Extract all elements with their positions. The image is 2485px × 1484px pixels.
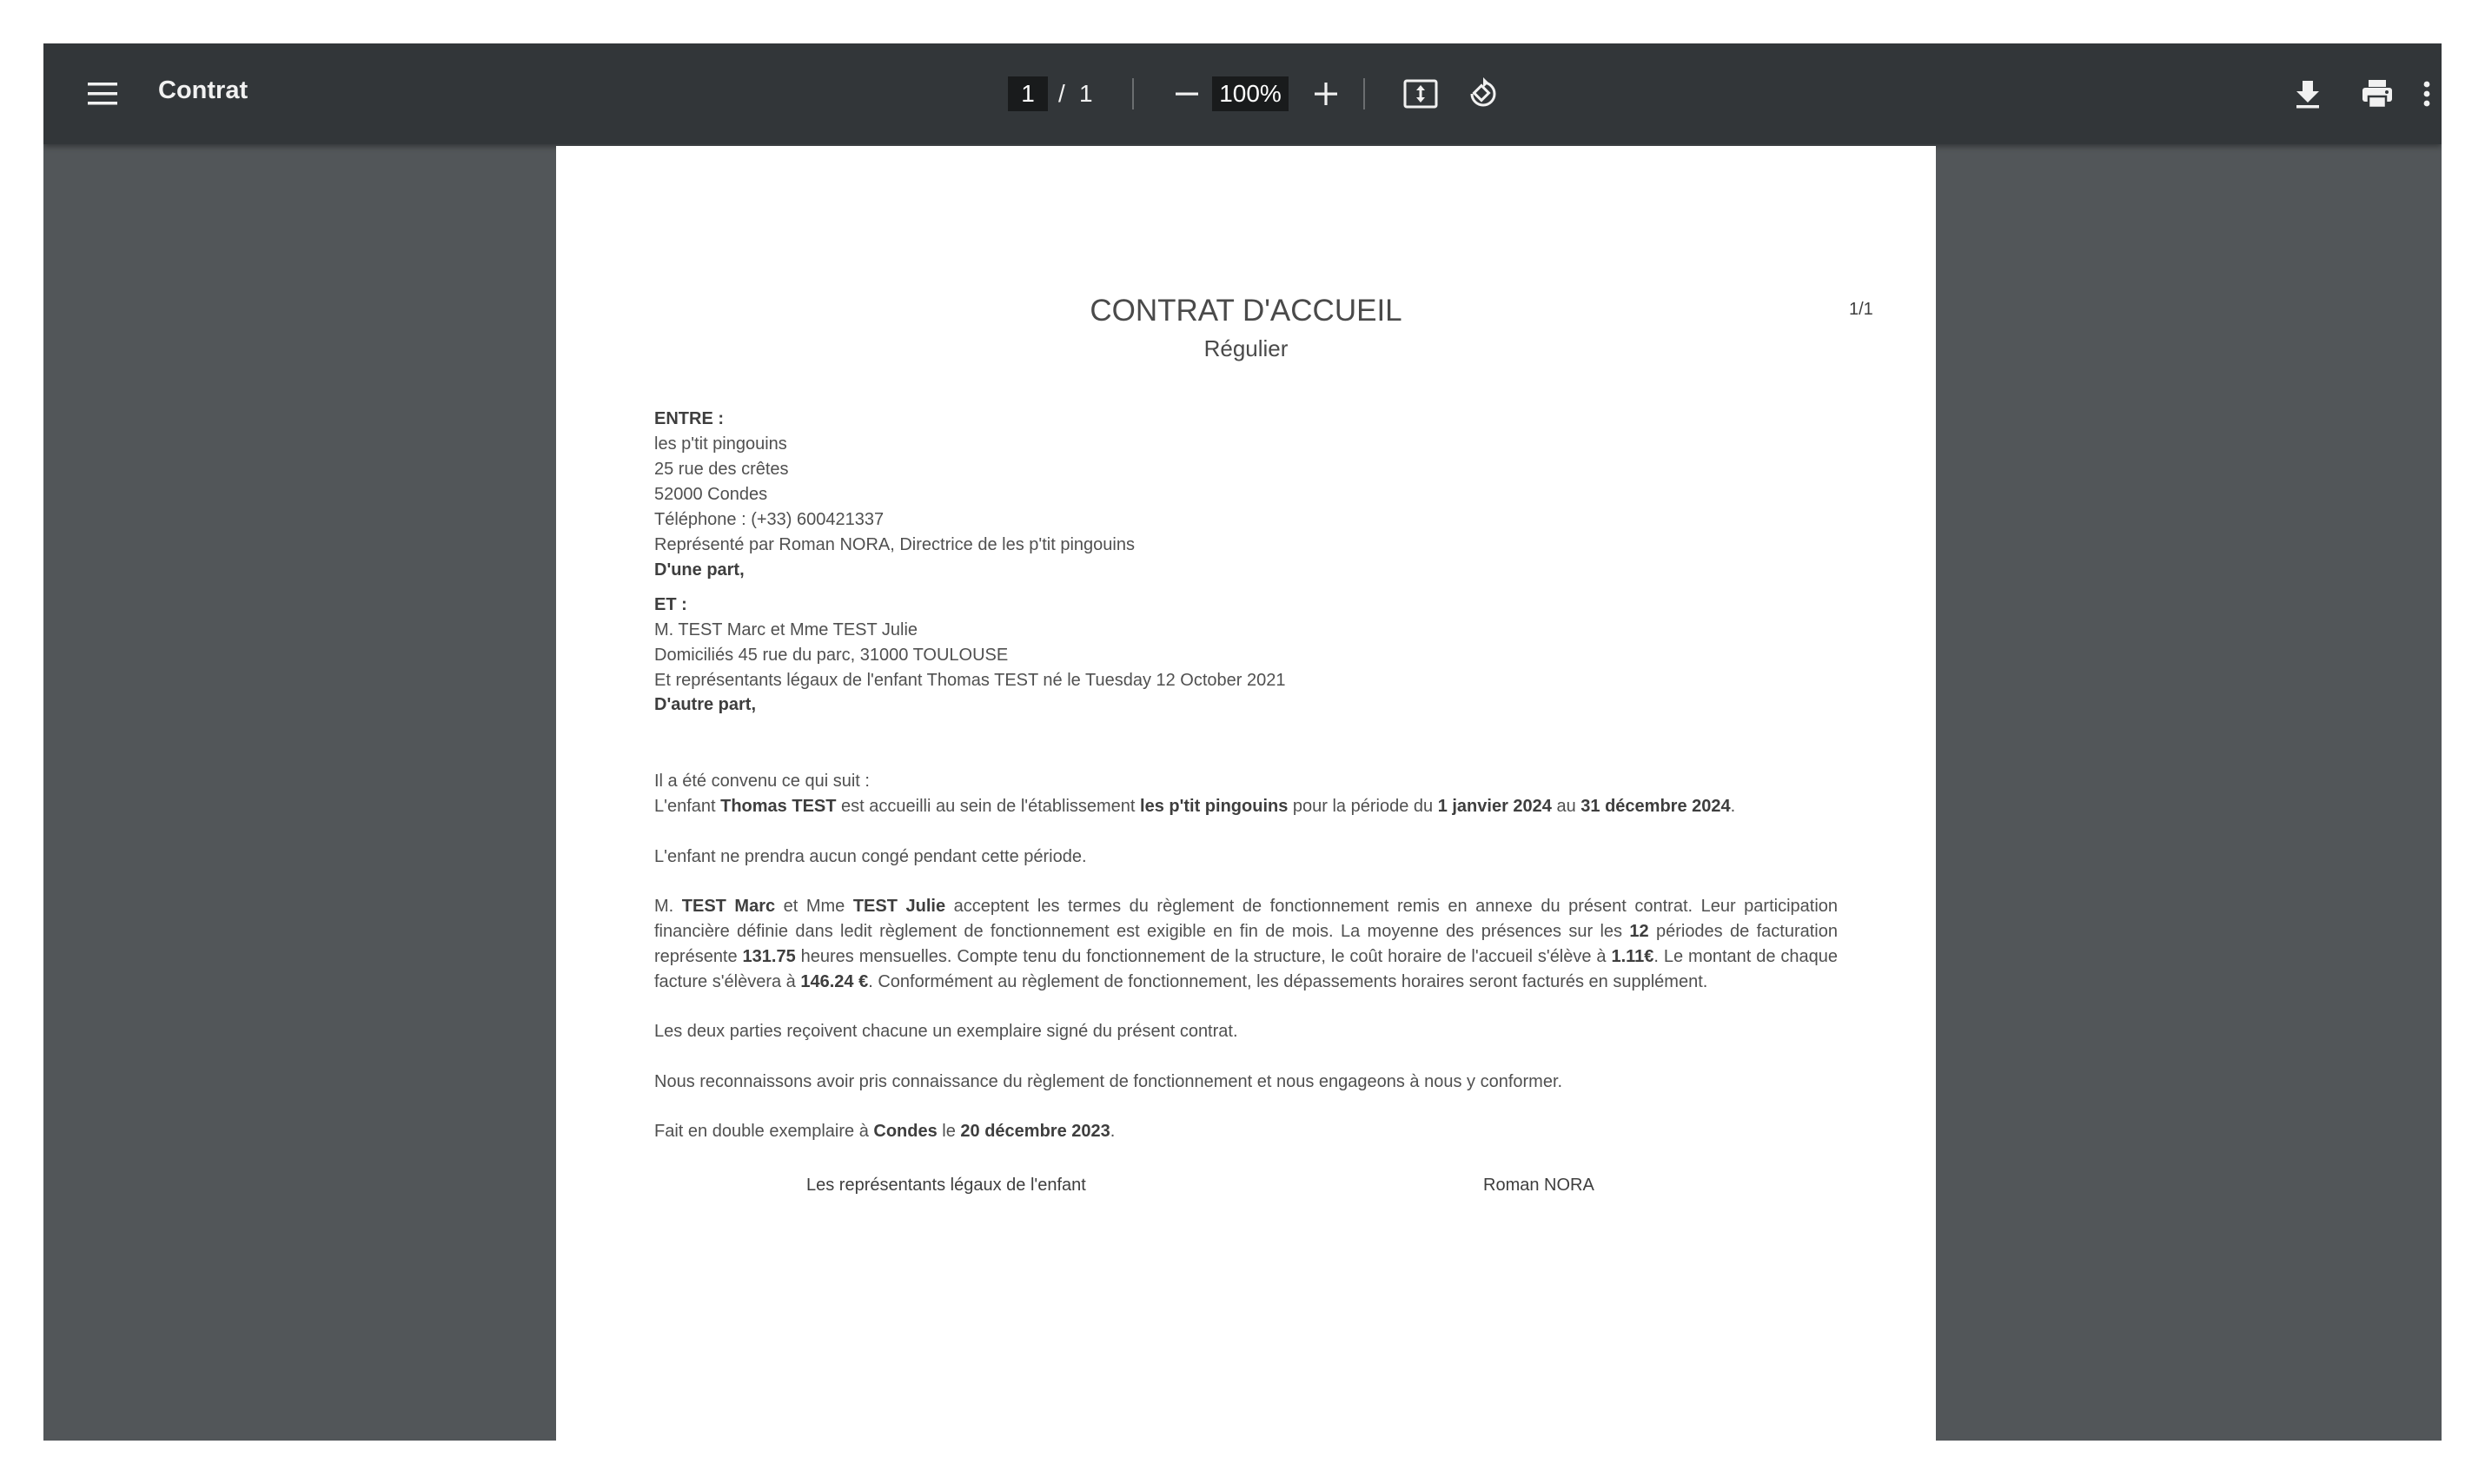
done-text: Fait en double exemplaire à bbox=[654, 1122, 874, 1141]
care-text: est accueilli au sein de l'établissement bbox=[836, 797, 1141, 816]
download-icon[interactable] bbox=[2285, 71, 2330, 116]
toolbar-divider bbox=[1132, 78, 1134, 109]
party2-legal: Et représentants légaux de l'enfant Thomas TEST né le Tuesday 12 October 2021 bbox=[654, 671, 1286, 690]
done-date: 20 décembre 2023 bbox=[960, 1122, 1110, 1141]
party2-address: Domiciliés 45 rue du parc, 31000 TOULOUSE bbox=[654, 646, 1009, 665]
care-text: . bbox=[1730, 797, 1736, 816]
start-date: 1 janvier 2024 bbox=[1437, 797, 1552, 816]
party1-name: les p'tit pingouins bbox=[654, 434, 787, 454]
done-at-line bbox=[654, 1119, 1115, 1143]
care-text: pour la période du bbox=[1288, 797, 1438, 816]
fit-page-icon[interactable] bbox=[1398, 71, 1443, 116]
child-name: Thomas TEST bbox=[720, 797, 837, 816]
finance-text: acceptent les termes du règlement de fonctionnement remis en annexe du présent contrat. Leur participation financière définie dans ledit règlement de fonctionnement est exigible en fin de mois. La moyenne des présences sur les bbox=[654, 897, 1839, 941]
zoom-input[interactable] bbox=[1212, 76, 1289, 111]
party2-names: M. TEST Marc et Mme TEST Julie bbox=[654, 620, 918, 639]
intro-text: Il a été convenu ce qui suit : bbox=[654, 772, 870, 791]
signature-director: Roman NORA bbox=[1483, 1176, 1594, 1195]
page-total: 1 bbox=[1079, 80, 1093, 107]
party2-label: ET : bbox=[654, 595, 687, 614]
finance-text: heures mensuelles. Compte tenu du fonctionnement de la structure, le coût horaire de l'accueil s'élève à bbox=[795, 947, 1612, 966]
page-number-input[interactable] bbox=[1008, 76, 1048, 111]
toolbar-divider bbox=[1363, 78, 1365, 109]
menu-icon[interactable] bbox=[78, 70, 127, 118]
party1-closing: D'une part, bbox=[654, 560, 745, 580]
finance-text: et Mme bbox=[775, 897, 853, 916]
signature-parents: Les représentants légaux de l'enfant bbox=[806, 1176, 1086, 1195]
minus-icon[interactable] bbox=[1166, 73, 1208, 115]
finance-paragraph bbox=[654, 894, 1838, 995]
done-city: Condes bbox=[873, 1122, 938, 1141]
establishment-name: les p'tit pingouins bbox=[1140, 797, 1289, 816]
parent2-name: TEST Julie bbox=[852, 897, 946, 916]
pdf-toolbar bbox=[43, 43, 2442, 144]
party2-closing: D'autre part, bbox=[654, 695, 757, 714]
plus-icon[interactable] bbox=[1305, 73, 1347, 115]
care-text: L'enfant bbox=[654, 797, 721, 816]
finance-text: M. bbox=[654, 897, 682, 916]
invoice-amount: 146.24 € bbox=[800, 972, 869, 991]
contract-subtitle: Régulier bbox=[1203, 335, 1289, 361]
billing-periods: 12 bbox=[1629, 922, 1649, 941]
acknowledge-text: Nous reconnaissons avoir pris connaissance du règlement de fonctionnement et nous engageons à nous y conformer. bbox=[654, 1072, 1563, 1091]
finance-text: . Le montant de chaque facture s'élèvera à bbox=[654, 947, 1839, 991]
pdf-page bbox=[556, 146, 1936, 1441]
page-number-label: 1/1 bbox=[1849, 300, 1873, 319]
done-text: . bbox=[1110, 1122, 1116, 1141]
contract-title: CONTRAT D'ACCUEIL bbox=[1090, 294, 1402, 328]
copies-text: Les deux parties reçoivent chacune un exemplaire signé du présent contrat. bbox=[654, 1022, 1238, 1041]
end-date: 31 décembre 2024 bbox=[1580, 797, 1731, 816]
more-vert-icon[interactable] bbox=[2414, 71, 2440, 116]
monthly-hours: 131.75 bbox=[742, 947, 796, 966]
parent1-name: TEST Marc bbox=[681, 897, 776, 916]
party1-representative: Représenté par Roman NORA, Directrice de les p'tit pingouins bbox=[654, 535, 1135, 554]
care-paragraph bbox=[654, 794, 1735, 818]
party1-city: 52000 Condes bbox=[654, 485, 768, 504]
page-separator: / bbox=[1058, 80, 1065, 107]
leave-text: L'enfant ne prendra aucun congé pendant cette période. bbox=[654, 847, 1087, 866]
pdf-viewer bbox=[43, 43, 2442, 1441]
party1-phone: Téléphone : (+33) 600421337 bbox=[654, 510, 885, 529]
party1-label: ENTRE : bbox=[654, 409, 724, 428]
finance-text: . Conformément au règlement de fonctionnement, les dépassements horaires seront facturés en supplément. bbox=[868, 972, 1708, 991]
done-text: le bbox=[937, 1122, 961, 1141]
party1-address: 25 rue des crêtes bbox=[654, 460, 789, 479]
print-icon[interactable] bbox=[2355, 71, 2400, 116]
finance-text: périodes de facturation représente bbox=[654, 922, 1838, 966]
rotate-icon[interactable] bbox=[1460, 71, 1505, 116]
document-title: Contrat bbox=[158, 76, 248, 104]
care-text: au bbox=[1551, 797, 1581, 816]
hourly-rate: 1.11€ bbox=[1611, 947, 1654, 966]
